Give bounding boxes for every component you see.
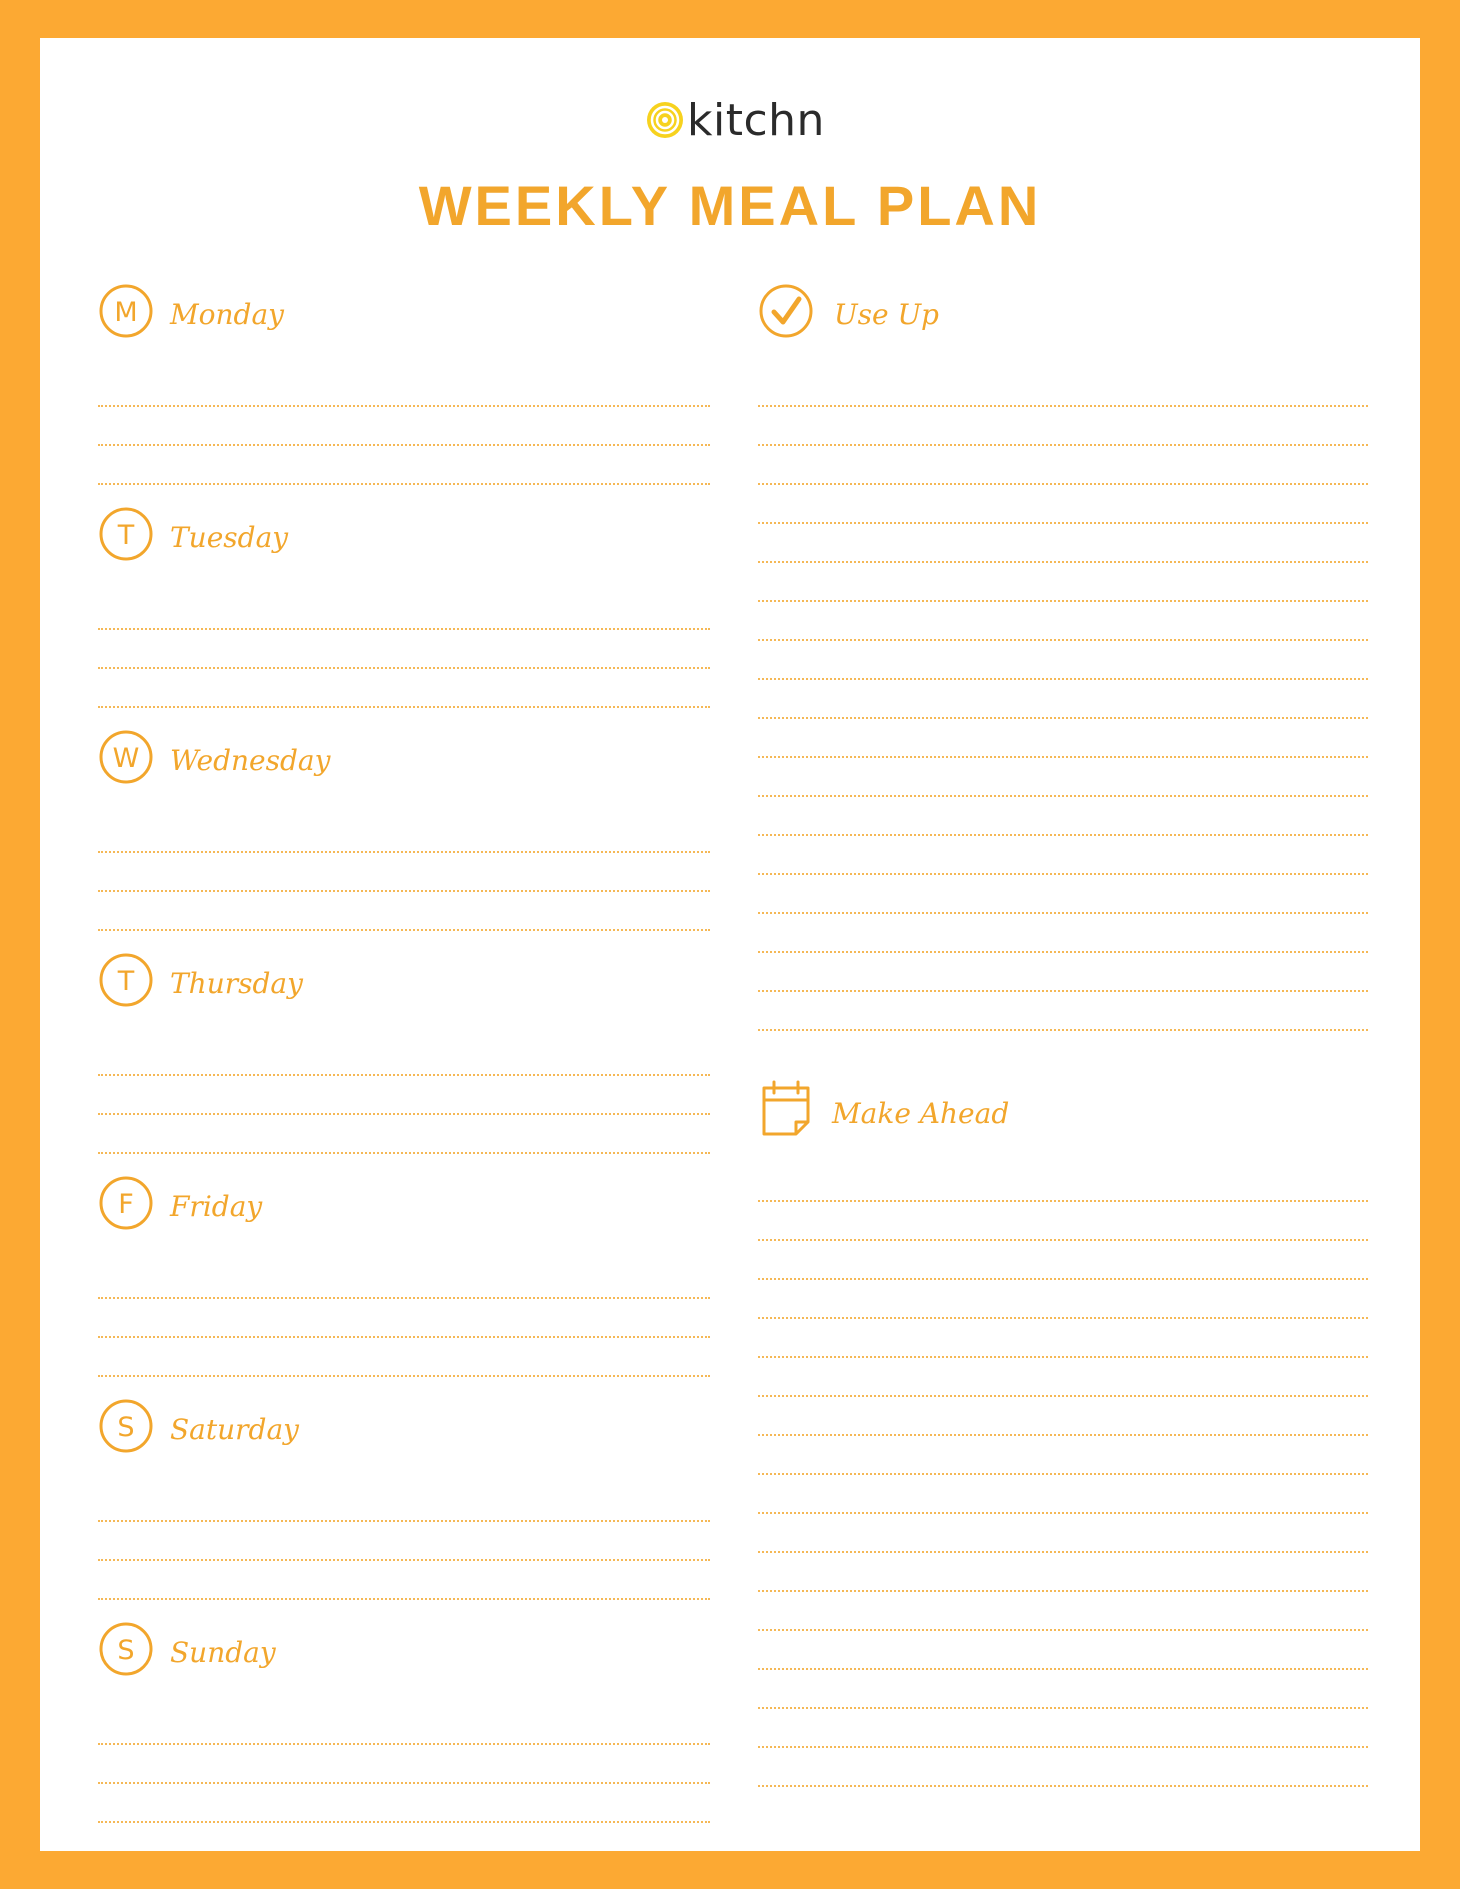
writing-line[interactable] — [758, 912, 1368, 914]
writing-line[interactable] — [758, 834, 1368, 836]
day-section-saturday — [98, 1398, 710, 1468]
writing-line[interactable] — [758, 1551, 1368, 1553]
writing-line[interactable] — [758, 795, 1368, 797]
writing-line[interactable] — [98, 405, 710, 407]
day-section-friday — [98, 1175, 710, 1245]
circle-letter-icon — [98, 1621, 154, 1677]
writing-line[interactable] — [758, 1395, 1368, 1397]
day-label: Thursday — [170, 967, 303, 1000]
use-up-section — [758, 283, 1368, 353]
day-letter: S — [117, 1635, 135, 1666]
writing-line[interactable] — [758, 600, 1368, 602]
circle-letter-icon — [98, 729, 154, 785]
circle-letter-icon — [98, 1175, 154, 1231]
writing-line[interactable] — [98, 929, 710, 931]
day-letter: F — [118, 1189, 134, 1220]
day-label: Monday — [170, 298, 284, 331]
writing-line[interactable] — [758, 1278, 1368, 1280]
meal-plan-sheet — [40, 38, 1420, 1851]
writing-line[interactable] — [98, 1336, 710, 1338]
writing-line[interactable] — [758, 522, 1368, 524]
writing-line[interactable] — [98, 1782, 710, 1784]
writing-line[interactable] — [758, 1668, 1368, 1670]
make-ahead-section — [758, 1080, 1368, 1150]
day-letter: S — [117, 1412, 135, 1443]
writing-line[interactable] — [758, 1029, 1368, 1031]
writing-line[interactable] — [98, 1152, 710, 1154]
writing-line[interactable] — [98, 1520, 710, 1522]
circle-letter-icon — [98, 506, 154, 562]
writing-line[interactable] — [758, 756, 1368, 758]
writing-line[interactable] — [98, 444, 710, 446]
day-section-sunday — [98, 1621, 710, 1691]
writing-line[interactable] — [758, 483, 1368, 485]
writing-line[interactable] — [758, 990, 1368, 992]
checkmark-circle-icon — [758, 283, 814, 339]
brand-name: kitchn — [687, 94, 825, 146]
circle-letter-icon — [98, 952, 154, 1008]
writing-line[interactable] — [758, 678, 1368, 680]
writing-line[interactable] — [758, 1590, 1368, 1592]
writing-line[interactable] — [758, 444, 1368, 446]
writing-line[interactable] — [98, 1113, 710, 1115]
day-label: Tuesday — [170, 521, 289, 554]
make-ahead-label: Make Ahead — [832, 1097, 1010, 1130]
writing-line[interactable] — [758, 639, 1368, 641]
day-label: Sunday — [170, 1636, 276, 1669]
circle-letter-icon — [98, 283, 154, 339]
day-section-monday — [98, 283, 710, 353]
page-title: WEEKLY MEAL PLAN — [418, 174, 1042, 237]
kitchn-logo — [645, 90, 825, 150]
writing-line[interactable] — [758, 717, 1368, 719]
writing-line[interactable] — [98, 1074, 710, 1076]
calendar-icon — [758, 1078, 814, 1140]
day-label: Saturday — [170, 1413, 299, 1446]
writing-line[interactable] — [758, 1239, 1368, 1241]
day-letter: T — [117, 966, 135, 997]
writing-line[interactable] — [98, 1821, 710, 1823]
writing-line[interactable] — [758, 1512, 1368, 1514]
writing-line[interactable] — [758, 405, 1368, 407]
writing-line[interactable] — [758, 951, 1368, 953]
use-up-label: Use Up — [834, 298, 939, 331]
writing-line[interactable] — [758, 1629, 1368, 1631]
writing-line[interactable] — [758, 1356, 1368, 1358]
writing-line[interactable] — [98, 706, 710, 708]
writing-line[interactable] — [98, 851, 710, 853]
day-label: Friday — [170, 1190, 263, 1223]
writing-line[interactable] — [98, 1375, 710, 1377]
day-letter: M — [114, 297, 138, 328]
writing-line[interactable] — [98, 667, 710, 669]
day-label: Wednesday — [170, 744, 331, 777]
writing-line[interactable] — [758, 1317, 1368, 1319]
day-section-wednesday — [98, 729, 710, 799]
writing-line[interactable] — [758, 561, 1368, 563]
writing-line[interactable] — [758, 873, 1368, 875]
writing-line[interactable] — [758, 1746, 1368, 1748]
writing-line[interactable] — [758, 1473, 1368, 1475]
writing-line[interactable] — [98, 1297, 710, 1299]
kitchn-swirl-logo-icon — [645, 100, 685, 140]
writing-line[interactable] — [98, 628, 710, 630]
writing-line[interactable] — [758, 1707, 1368, 1709]
day-letter: T — [117, 520, 135, 551]
writing-line[interactable] — [98, 1598, 710, 1600]
writing-line[interactable] — [758, 1434, 1368, 1436]
writing-line[interactable] — [758, 1785, 1368, 1787]
circle-letter-icon — [98, 1398, 154, 1454]
writing-line[interactable] — [98, 483, 710, 485]
day-section-thursday — [98, 952, 710, 1022]
day-letter: W — [112, 743, 140, 774]
writing-line[interactable] — [98, 1743, 710, 1745]
writing-line[interactable] — [98, 1559, 710, 1561]
day-section-tuesday — [98, 506, 710, 576]
writing-line[interactable] — [758, 1200, 1368, 1202]
writing-line[interactable] — [98, 890, 710, 892]
